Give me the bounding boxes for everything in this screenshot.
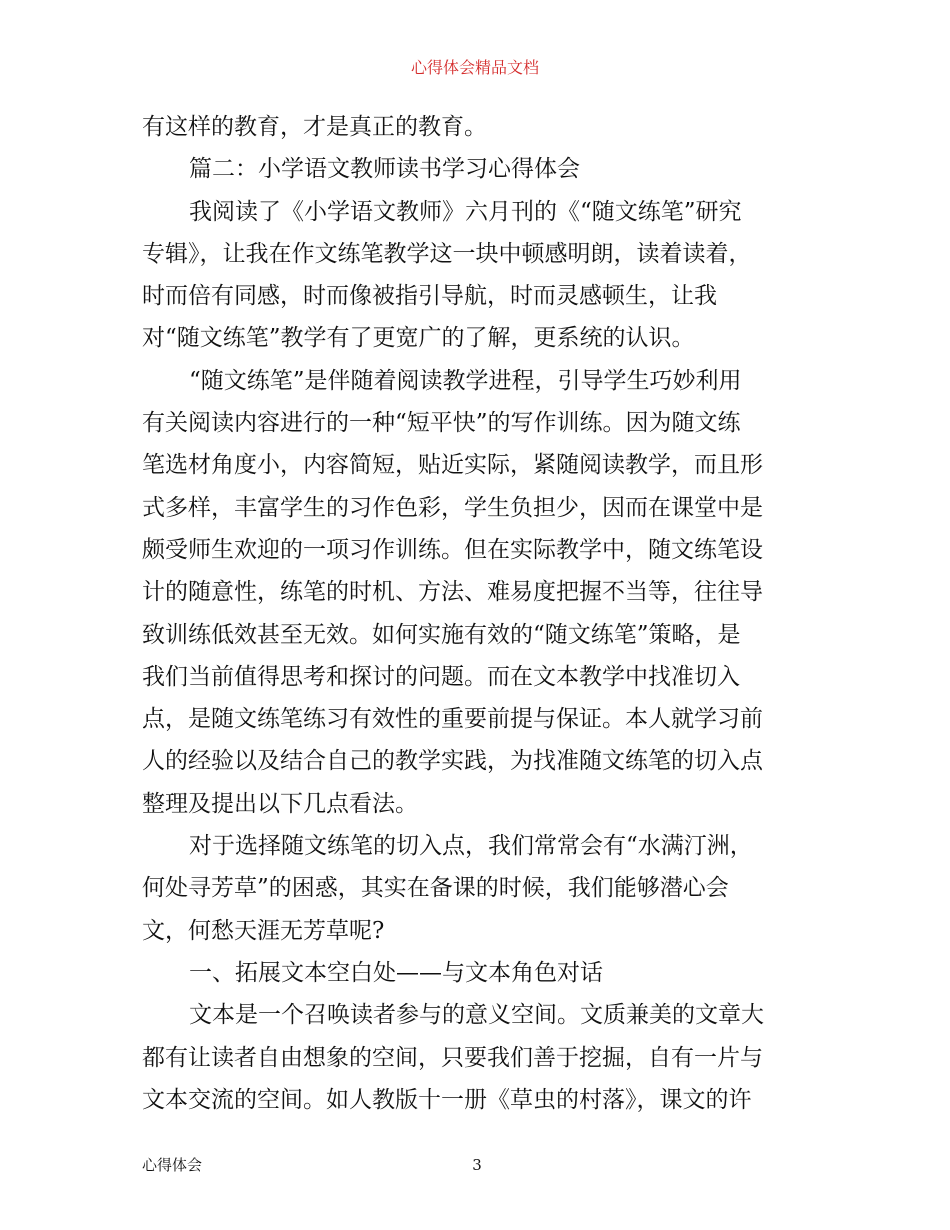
text-line: 计的随意性，练笔的时机、方法、难易度把握不当等，往往导 (142, 579, 763, 606)
text-line: 笔选材角度小，内容简短，贴近实际，紧随阅读教学，而且形 (142, 452, 763, 479)
text-line: 文本交流的空间。如人教版十一册《草虫的村落》，课文的许 (142, 1086, 752, 1113)
text-line: 我们当前值得思考和探讨的问题。而在文本教学中找准切入 (142, 663, 740, 690)
text-line: 整理及提出以下几点看法。 (142, 790, 418, 817)
text-line: 专辑》，让我在作文练笔教学这一块中顿感明朗，读着读着， (142, 240, 752, 267)
text-line: 文本是一个召唤读者参与的意义空间。文质兼美的文章大 (189, 1002, 764, 1029)
text-line: 有关阅读内容进行的一种“短平快”的写作训练。因为随文练 (142, 410, 741, 437)
text-line: “随文练笔”是伴随着阅读教学进程，引导学生巧妙利用 (189, 367, 742, 394)
text-line: 对于选择随文练笔的切入点，我们常常会有“水满汀洲， (189, 833, 753, 860)
document-body (142, 106, 812, 1121)
text-line: 对“随文练笔”教学有了更宽广的了解，更系统的认识。 (142, 325, 695, 352)
footer-label: 心得体会 (142, 1156, 203, 1174)
text-line: 文，何愁天涯无芳草呢? (142, 917, 385, 944)
page-number: 3 (472, 1156, 482, 1174)
document-header-title: 心得体会精品文档 (410, 58, 539, 77)
section-heading: 篇二：小学语文教师读书学习心得体会 (189, 156, 580, 183)
text-line: 式多样，丰富学生的习作色彩，学生负担少，因而在课堂中是 (142, 494, 763, 521)
section-heading: 一、拓展文本空白处——与文本角色对话 (189, 959, 603, 986)
text-line: 致训练低效甚至无效。如何实施有效的“随文练笔”策略，是 (142, 621, 741, 648)
text-line: 何处寻芳草”的困惑，其实在备课的时候，我们能够潜心会 (142, 875, 729, 902)
text-line: 颇受师生欢迎的一项习作训练。但在实际教学中，随文练笔设 (142, 536, 763, 563)
text-line: 人的经验以及结合自己的教学实践，为找准随文练笔的切入点 (142, 748, 763, 775)
text-line: 有这样的教育，才是真正的教育。 (142, 114, 487, 140)
text-line: 点，是随文练笔练习有效性的重要前提与保证。本人就学习前 (142, 706, 763, 733)
text-line: 我阅读了《小学语文教师》六月刊的《“随文练笔”研究 (189, 198, 742, 225)
text-line: 时而倍有同感，时而像被指引导航，时而灵感顿生，让我 (142, 283, 717, 310)
text-line: 都有让读者自由想象的空间，只要我们善于挖掘，自有一片与 (142, 1044, 763, 1071)
